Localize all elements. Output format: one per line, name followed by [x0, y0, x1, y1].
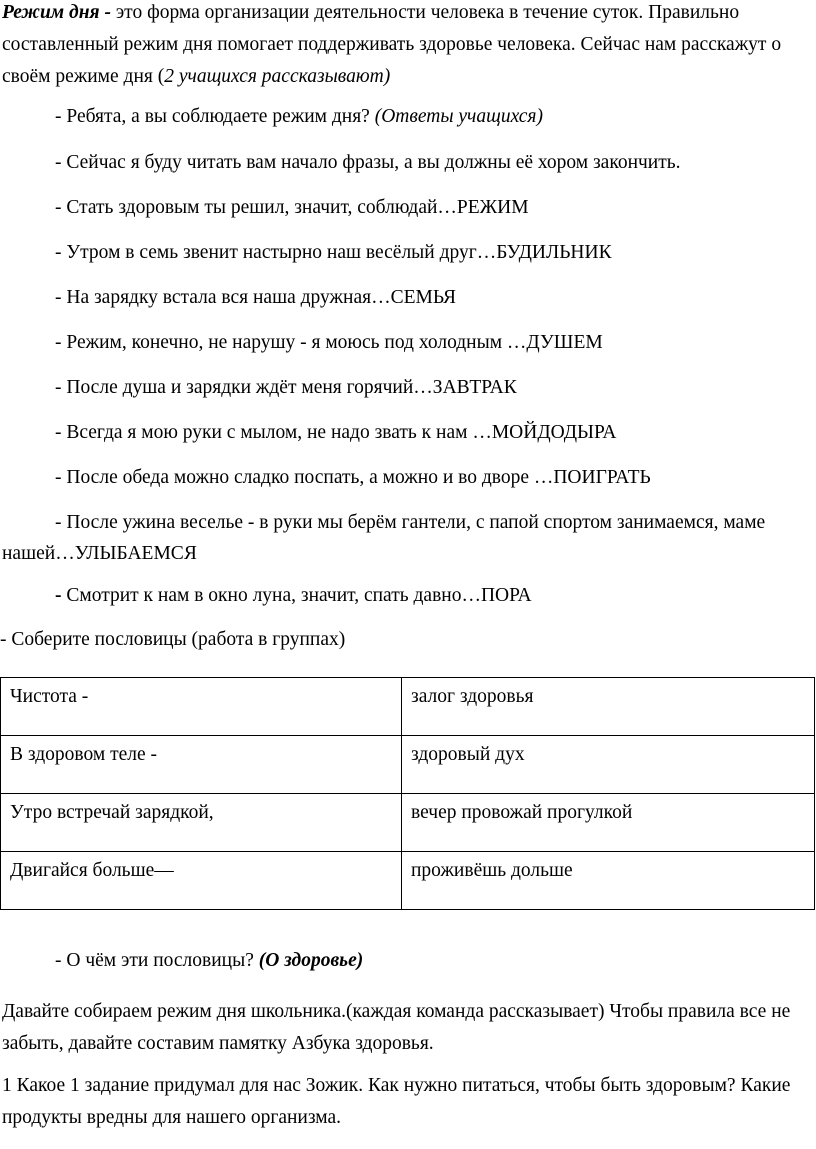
dialog-line: - Сейчас я буду читать вам начало фразы, а вы должны её хором закончить. — [55, 152, 681, 173]
table-row — [1, 736, 815, 794]
proverb-end: здоровый дух — [402, 736, 815, 794]
moon-dash: - — [55, 585, 67, 606]
proverbs-table — [0, 677, 815, 910]
paragraph-task-one: 1 Какое 1 задание придумал для нас Зожик. Как нужно питаться, чтобы быть здоровым? Какие продукты вредны для нашего организма. — [2, 1075, 791, 1128]
question-proverbs-answer: (О здоровье) — [258, 950, 364, 971]
proverb-start: Утро встречай зарядкой, — [1, 794, 402, 852]
table-row — [1, 852, 815, 910]
proverb-start: Двигайся больше— — [1, 852, 402, 910]
dialog-line-moon — [0, 580, 816, 612]
question-routine — [0, 101, 816, 133]
dialog-line: - После обеда можно сладко поспать, а можно и во дворе …ПОИГРАТЬ — [55, 467, 651, 488]
dialog-line: - Стать здоровым ты решил, значит, соблюдай…РЕЖИМ — [55, 197, 529, 218]
collect-proverbs-task: - Соберите пословицы (работа в группах) — [0, 629, 346, 650]
paragraph-schedule: Давайте собираем режим дня школьника.(каждая команда рассказывает) Чтобы правила все не забыть, давайте составим памятку Азбука здоровья. — [2, 1001, 791, 1054]
proverb-end: вечер провожай прогулкой — [402, 794, 815, 852]
intro-italic: 2 учащихся рассказывают) — [164, 66, 391, 87]
dialog-line: - После душа и зарядки ждёт меня горячий…ЗАВТРАК — [55, 377, 517, 398]
proverb-start: Чистота - — [1, 678, 402, 736]
intro-paragraph — [2, 0, 806, 93]
dialog-line: - На зарядку встала вся наша дружная…СЕМЬЯ — [55, 287, 456, 308]
proverb-start: В здоровом теле - — [1, 736, 402, 794]
proverb-end: проживёшь дольше — [402, 852, 815, 910]
question-routine-text: - Ребята, а вы соблюдаете режим дня? — [55, 106, 375, 127]
question-routine-answer: (Ответы учащихся) — [374, 106, 543, 127]
proverb-end: залог здоровья — [402, 678, 815, 736]
dialog-line: - Режим, конечно, не нарушу - я моюсь под холодным …ДУШЕМ — [55, 332, 603, 353]
intro-term: Режим дня - — [2, 2, 111, 23]
dialog-line: - Всегда я мою руки с мылом, не надо звать к нам …МОЙДОДЫРА — [55, 422, 617, 443]
intro-text: это форма организации деятельности человека в течение суток. Правильно составленный режим дня помогает поддерживать здоровье человека. Сейчас нам расскажут о своём режиме дня ( — [2, 2, 782, 87]
moon-text: Смотрит к нам в окно луна, значит, спать давно…ПОРА — [66, 585, 532, 606]
question-proverbs — [0, 945, 816, 977]
table-row — [1, 794, 815, 852]
table-row — [1, 678, 815, 736]
dialog-line: - После ужина веселье - в руки мы берём гантели, с папой спортом занимаемся, маме нашей…УЛЫБАЕМСЯ — [2, 512, 766, 564]
dialog-line: - Утром в семь звенит настырно наш весёлый друг…БУДИЛЬНИК — [55, 242, 612, 263]
question-proverbs-text: - О чём эти пословицы? — [55, 950, 259, 971]
